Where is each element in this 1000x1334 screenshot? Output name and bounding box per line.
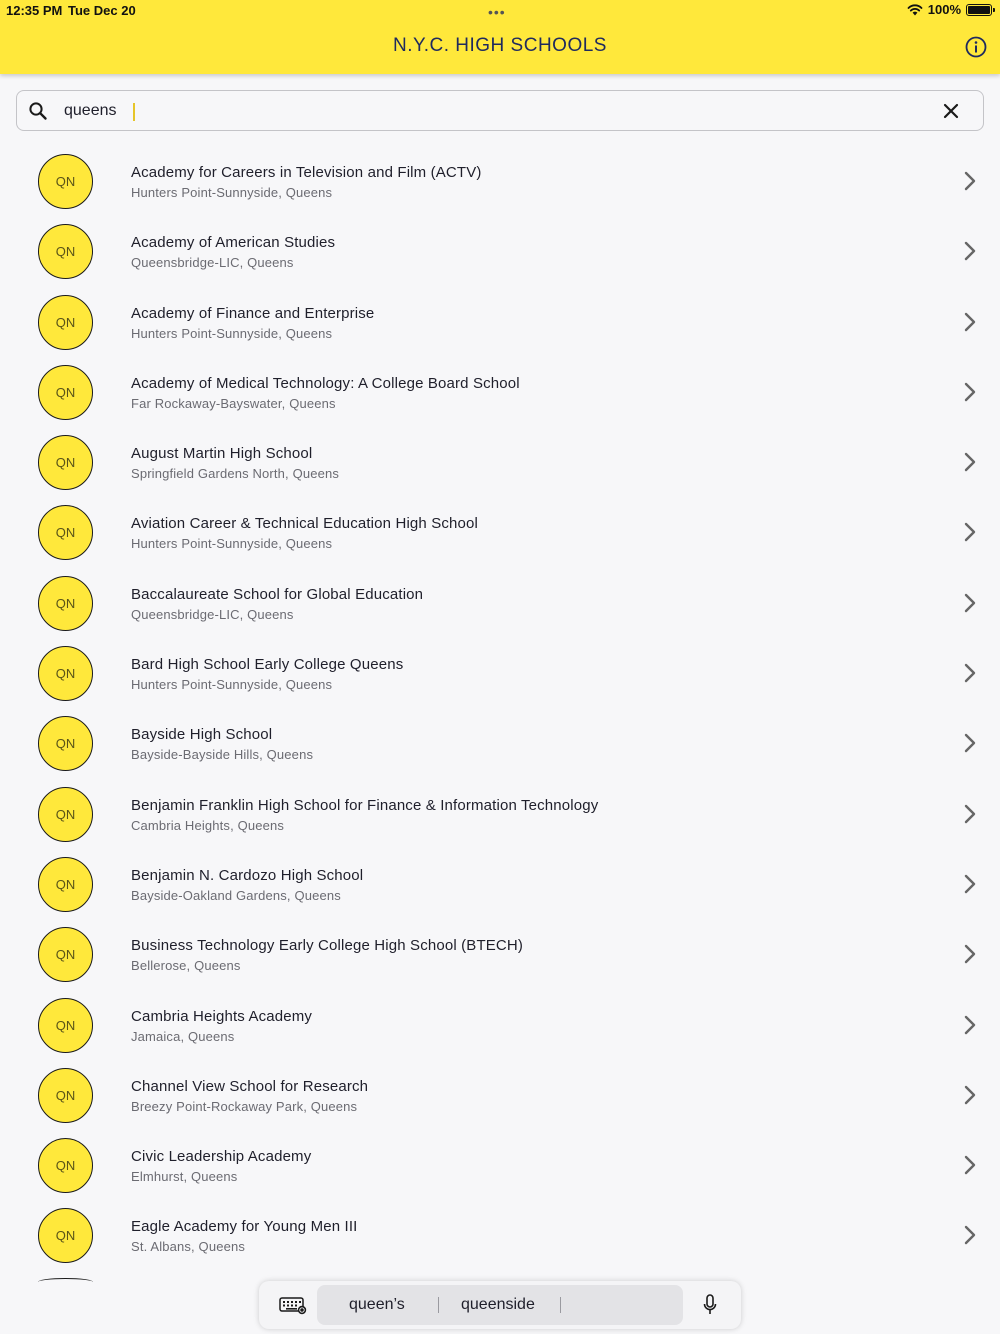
school-location: Jamaica, Queens	[131, 1028, 235, 1044]
school-list[interactable]	[0, 146, 1000, 1280]
borough-badge: QN	[38, 927, 93, 982]
school-name: Academy of Medical Technology: A College Board School	[131, 374, 520, 392]
list-item[interactable]	[0, 849, 1000, 919]
school-name: Academy for Careers in Television and Film (ACTV)	[131, 164, 482, 181]
chevron-right-icon	[963, 451, 977, 473]
school-location: Queensbridge-LIC, Queens	[131, 606, 294, 622]
school-location: Bayside-Oakland Gardens, Queens	[131, 887, 341, 903]
list-item[interactable]	[0, 216, 1000, 286]
list-item[interactable]	[0, 146, 1000, 216]
borough-badge: QN	[38, 787, 93, 842]
borough-badge: QN	[38, 1068, 93, 1123]
chevron-right-icon	[963, 1014, 977, 1036]
school-name: Business Technology Early College High School (BTECH)	[131, 937, 524, 955]
borough-badge: QN	[38, 1208, 93, 1263]
battery-percent: 100%	[927, 2, 961, 17]
chevron-right-icon	[963, 592, 977, 614]
chevron-right-icon	[963, 662, 977, 684]
close-icon[interactable]	[941, 101, 961, 121]
school-location: Bellerose, Queens	[131, 958, 241, 974]
chevron-right-icon	[963, 943, 977, 965]
borough-badge: QN	[38, 295, 93, 350]
suggestion-divider	[438, 1297, 439, 1313]
borough-badge: QN	[38, 857, 93, 912]
school-name: Benjamin N. Cardozo High School	[131, 866, 364, 884]
chevron-right-icon	[963, 240, 977, 262]
list-item[interactable]	[0, 287, 1000, 357]
multitask-indicator[interactable]: •••	[488, 4, 506, 20]
borough-badge: QN	[38, 435, 93, 490]
partial-list-item	[38, 1278, 93, 1282]
school-location: Far Rockaway-Bayswater, Queens	[131, 395, 336, 411]
school-location: Hunters Point-Sunnyside, Queens	[131, 185, 333, 200]
school-location: Hunters Point-Sunnyside, Queens	[131, 325, 333, 341]
list-item[interactable]	[0, 497, 1000, 567]
chevron-right-icon	[963, 381, 977, 403]
wifi-icon	[907, 3, 923, 16]
page-title: N.Y.C. HIGH SCHOOLS	[393, 35, 607, 56]
borough-badge: QN	[38, 224, 93, 279]
school-name: Bayside High School	[131, 726, 273, 744]
borough-badge: QN	[38, 646, 93, 701]
search-box[interactable]	[16, 90, 984, 131]
battery-icon	[966, 4, 992, 16]
school-location: Queensbridge-LIC, Queens	[131, 255, 294, 271]
list-item[interactable]	[0, 990, 1000, 1060]
chevron-right-icon	[963, 732, 977, 754]
school-name: Bard High School Early College Queens	[131, 656, 404, 674]
search-input[interactable]	[64, 96, 924, 126]
borough-badge: QN	[38, 154, 93, 209]
list-item[interactable]	[0, 1200, 1000, 1270]
borough-badge: QN	[38, 998, 93, 1053]
list-item[interactable]	[0, 427, 1000, 497]
suggestion-divider	[560, 1297, 561, 1313]
list-item[interactable]	[0, 357, 1000, 427]
chevron-right-icon	[963, 170, 977, 192]
microphone-icon[interactable]	[703, 1294, 717, 1316]
list-item[interactable]	[0, 1060, 1000, 1130]
borough-badge: QN	[38, 1138, 93, 1193]
school-name: Academy of Finance and Enterprise	[131, 304, 375, 322]
status-indicators	[907, 2, 992, 17]
keyboard-icon[interactable]	[279, 1295, 307, 1315]
chevron-right-icon	[963, 873, 977, 895]
chevron-right-icon	[963, 803, 977, 825]
school-location: Breezy Point-Rockaway Park, Queens	[131, 1098, 358, 1114]
list-item[interactable]	[0, 1130, 1000, 1200]
status-date: Tue Dec 20	[68, 3, 136, 18]
chevron-right-icon	[963, 1224, 977, 1246]
chevron-right-icon	[963, 1084, 977, 1106]
school-location: St. Albans, Queens	[131, 1239, 245, 1255]
chevron-right-icon	[963, 1154, 977, 1176]
school-location: Hunters Point-Sunnyside, Queens	[131, 677, 333, 693]
school-location: Bayside-Bayside Hills, Queens	[131, 747, 314, 763]
school-name: August Martin High School	[131, 445, 313, 463]
school-name: Baccalaureate School for Global Education	[131, 585, 424, 603]
search-icon	[28, 101, 48, 121]
list-item[interactable]	[0, 638, 1000, 708]
school-name: Eagle Academy for Young Men III	[131, 1218, 358, 1236]
school-name: Academy of American Studies	[131, 234, 336, 252]
status-time: 12:35 PM	[6, 3, 63, 18]
chevron-right-icon	[963, 311, 977, 333]
school-location: Springfield Gardens North, Queens	[131, 466, 340, 482]
borough-badge: QN	[38, 505, 93, 560]
chevron-right-icon	[963, 521, 977, 543]
school-name: Civic Leadership Academy	[131, 1148, 312, 1166]
school-name: Cambria Heights Academy	[131, 1007, 313, 1025]
school-name: Aviation Career & Technical Education High School	[131, 515, 478, 533]
list-item[interactable]	[0, 708, 1000, 778]
text-caret	[133, 103, 135, 121]
keyboard-shortcut-bar	[259, 1281, 741, 1329]
borough-badge: QN	[38, 365, 93, 420]
school-name: Benjamin Franklin High School for Finance & Information Technology	[131, 796, 599, 814]
school-location: Hunters Point-Sunnyside, Queens	[131, 536, 333, 552]
suggestion-item[interactable]: queenside	[461, 1296, 535, 1313]
borough-badge: QN	[38, 576, 93, 631]
list-item[interactable]	[0, 779, 1000, 849]
list-item[interactable]	[0, 919, 1000, 989]
predictive-suggestions	[317, 1285, 683, 1325]
school-location: Cambria Heights, Queens	[131, 817, 285, 833]
school-location: Elmhurst, Queens	[131, 1169, 238, 1185]
info-icon[interactable]	[964, 35, 988, 59]
suggestion-item[interactable]: queen’s	[349, 1296, 405, 1313]
borough-badge: QN	[38, 716, 93, 771]
school-name: Channel View School for Research	[131, 1077, 369, 1095]
list-item[interactable]	[0, 568, 1000, 638]
app-bar	[0, 0, 1000, 74]
